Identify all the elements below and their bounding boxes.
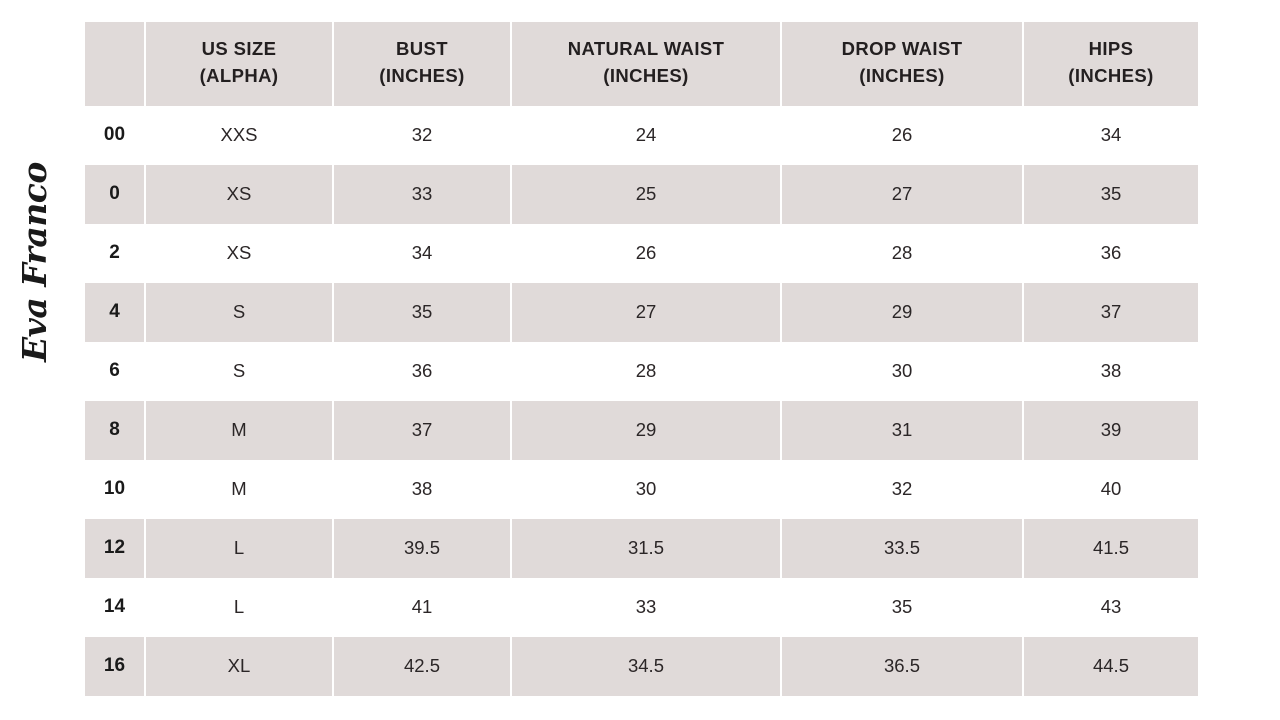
table-row [85, 401, 1198, 460]
cell-us-size: 16 [85, 637, 145, 696]
cell-alpha: XS [145, 165, 333, 224]
cell-natural-waist: 27 [511, 283, 781, 342]
cell-alpha: M [145, 460, 333, 519]
cell-drop-waist: 26 [781, 106, 1023, 165]
cell-bust: 42.5 [333, 637, 511, 696]
table-row [85, 342, 1198, 401]
table-row [85, 283, 1198, 342]
table-header-row [85, 22, 1198, 106]
cell-bust: 36 [333, 342, 511, 401]
cell-drop-waist: 27 [781, 165, 1023, 224]
cell-alpha: S [145, 342, 333, 401]
table-row [85, 106, 1198, 165]
header-line-1: US SIZE [201, 38, 277, 59]
cell-bust: 37 [333, 401, 511, 460]
cell-us-size: 10 [85, 460, 145, 519]
cell-hips: 34 [1023, 106, 1198, 165]
cell-alpha: XS [145, 224, 333, 283]
cell-us-size: 4 [85, 283, 145, 342]
cell-bust: 41 [333, 578, 511, 637]
cell-natural-waist: 26 [511, 224, 781, 283]
table-header-cell-us-size [145, 22, 333, 106]
cell-hips: 40 [1023, 460, 1198, 519]
cell-drop-waist: 31 [781, 401, 1023, 460]
size-chart-table [85, 22, 1198, 696]
table-row [85, 519, 1198, 578]
cell-us-size: 12 [85, 519, 145, 578]
cell-hips: 38 [1023, 342, 1198, 401]
cell-us-size: 2 [85, 224, 145, 283]
cell-alpha: XL [145, 637, 333, 696]
cell-drop-waist: 30 [781, 342, 1023, 401]
header-line-2: (INCHES) [603, 64, 689, 86]
cell-hips: 35 [1023, 165, 1198, 224]
table-header-cell-bust [333, 22, 511, 106]
header-line-2: (ALPHA) [199, 64, 279, 86]
table-header [85, 22, 1198, 106]
cell-drop-waist: 33.5 [781, 519, 1023, 578]
table-row [85, 637, 1198, 696]
size-chart-container [85, 22, 1198, 696]
cell-natural-waist: 30 [511, 460, 781, 519]
cell-bust: 35 [333, 283, 511, 342]
cell-natural-waist: 33 [511, 578, 781, 637]
table-row [85, 165, 1198, 224]
header-line-2: (INCHES) [379, 64, 465, 86]
cell-drop-waist: 36.5 [781, 637, 1023, 696]
cell-natural-waist: 29 [511, 401, 781, 460]
cell-alpha: XXS [145, 106, 333, 165]
cell-hips: 43 [1023, 578, 1198, 637]
table-header-cell-corner [85, 22, 145, 106]
cell-bust: 34 [333, 224, 511, 283]
cell-us-size: 14 [85, 578, 145, 637]
cell-hips: 41.5 [1023, 519, 1198, 578]
cell-natural-waist: 28 [511, 342, 781, 401]
header-line-1: DROP WAIST [841, 38, 963, 59]
cell-hips: 39 [1023, 401, 1198, 460]
header-line-2: (INCHES) [859, 64, 945, 86]
cell-bust: 33 [333, 165, 511, 224]
cell-us-size: 0 [85, 165, 145, 224]
header-line-1: BUST [396, 38, 448, 59]
cell-drop-waist: 28 [781, 224, 1023, 283]
table-row [85, 578, 1198, 637]
table-row [85, 460, 1198, 519]
cell-us-size: 8 [85, 401, 145, 460]
table-body [85, 106, 1198, 696]
table-row [85, 224, 1198, 283]
cell-natural-waist: 34.5 [511, 637, 781, 696]
cell-alpha: M [145, 401, 333, 460]
cell-hips: 37 [1023, 283, 1198, 342]
table-header-cell-drop-waist [781, 22, 1023, 106]
cell-drop-waist: 32 [781, 460, 1023, 519]
cell-natural-waist: 31.5 [511, 519, 781, 578]
brand-signature-text: Eva Franco [14, 162, 54, 362]
cell-bust: 39.5 [333, 519, 511, 578]
header-line-2: (INCHES) [1068, 64, 1154, 86]
table-header-cell-natural-waist [511, 22, 781, 106]
cell-natural-waist: 24 [511, 106, 781, 165]
cell-hips: 44.5 [1023, 637, 1198, 696]
cell-natural-waist: 25 [511, 165, 781, 224]
cell-bust: 38 [333, 460, 511, 519]
cell-drop-waist: 35 [781, 578, 1023, 637]
header-line-1: HIPS [1088, 38, 1134, 59]
cell-us-size: 6 [85, 342, 145, 401]
cell-alpha: L [145, 519, 333, 578]
cell-bust: 32 [333, 106, 511, 165]
brand-signature [0, 142, 74, 362]
cell-alpha: S [145, 283, 333, 342]
cell-us-size: 00 [85, 106, 145, 165]
header-line-1: NATURAL WAIST [567, 38, 725, 59]
cell-drop-waist: 29 [781, 283, 1023, 342]
table-header-cell-hips [1023, 22, 1198, 106]
cell-hips: 36 [1023, 224, 1198, 283]
cell-alpha: L [145, 578, 333, 637]
